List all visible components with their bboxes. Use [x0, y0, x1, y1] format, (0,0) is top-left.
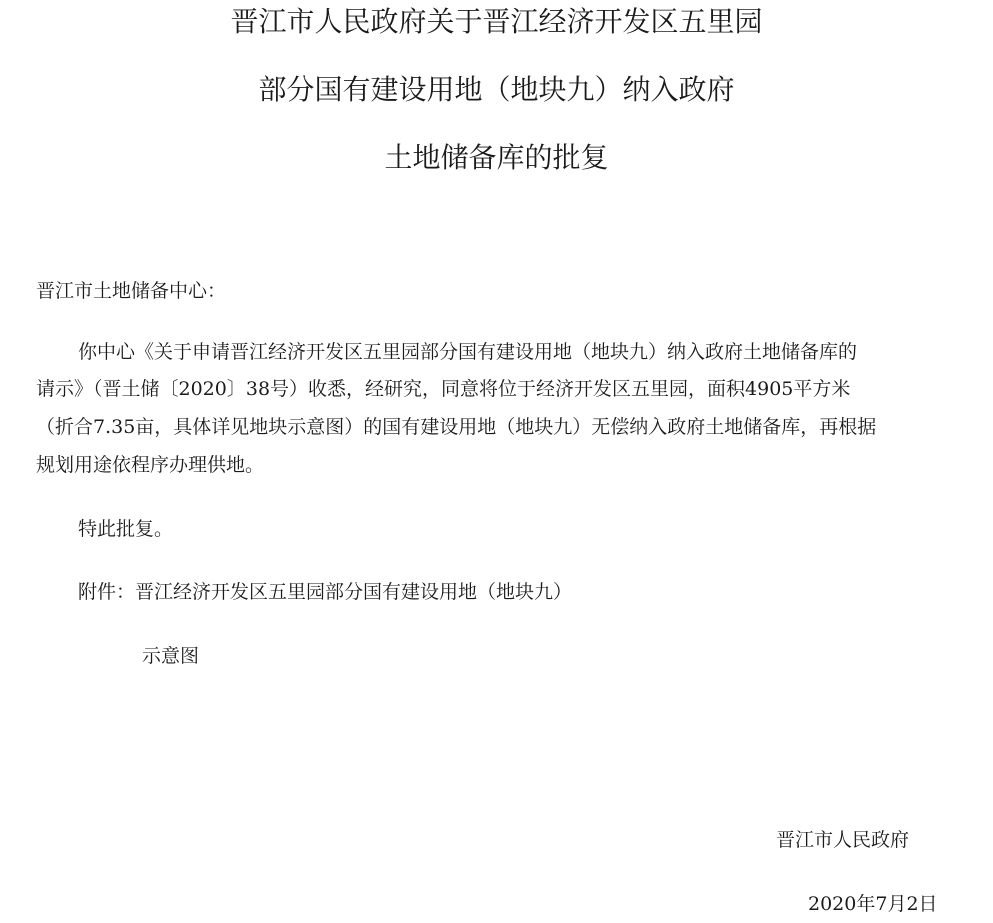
attachment-line-2: 示意图	[142, 645, 200, 667]
attachment-line-1: 附件：晋江经济开发区五里园部分国有建设用地（地块九）	[78, 581, 573, 603]
title-line-2: 部分国有建设用地（地块九）纳入政府	[258, 73, 735, 106]
title-line-1: 晋江市人民政府关于晋江经济开发区五里园	[230, 5, 763, 38]
closing-remark: 特此批复。	[78, 518, 174, 540]
body-line-4: 规划用途依程序办理供地。	[36, 454, 265, 476]
body-line-1: 你中心《关于申请晋江经济开发区五里园部分国有建设用地（地块九）纳入政府土地储备库的	[78, 341, 858, 363]
body-line-2: 请示》（晋土储〔2020〕38号）收悉，经研究，同意将位于经济开发区五里园，面积4905平方米	[36, 378, 851, 400]
body-line-3: （折合7.35亩，具体详见地块示意图）的国有建设用地（地块九）无偿纳入政府土地储备库，再根据	[36, 416, 877, 438]
salutation: 晋江市土地储备中心：	[36, 280, 227, 302]
title-line-3: 土地储备库的批复	[384, 141, 609, 174]
signer: 晋江市人民政府	[776, 829, 910, 851]
issue-date: 2020年7月2日	[808, 893, 938, 915]
